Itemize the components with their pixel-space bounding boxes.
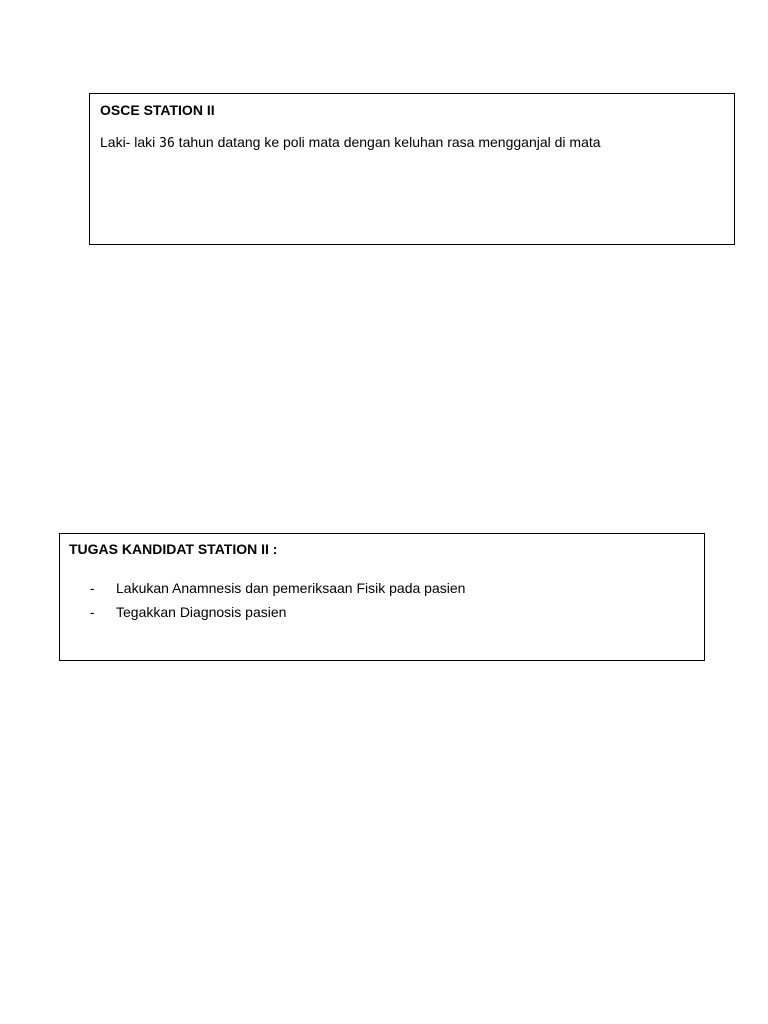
- scenario-text-suffix: tahun datang ke poli mata dengan keluhan rasa mengganjal di mata: [174, 134, 601, 150]
- task-list: [90, 576, 465, 624]
- task-item-label: Lakukan Anamnesis dan pemeriksaan Fisik pada pasien: [116, 580, 466, 596]
- task-item: [90, 576, 465, 600]
- task-item: [90, 600, 465, 624]
- task-item-label: Tegakkan Diagnosis pasien: [116, 604, 287, 620]
- task-bullet: -: [90, 580, 95, 596]
- candidate-task-box: [59, 533, 705, 661]
- task-title: TUGAS KANDIDAT STATION II :: [69, 541, 278, 557]
- scenario-text: [100, 134, 601, 151]
- task-bullet: -: [90, 604, 95, 620]
- scenario-title: OSCE STATION II: [100, 102, 215, 118]
- patient-age: 36: [159, 136, 175, 151]
- scenario-box: [89, 93, 735, 245]
- scenario-text-prefix: Laki- laki: [100, 134, 160, 150]
